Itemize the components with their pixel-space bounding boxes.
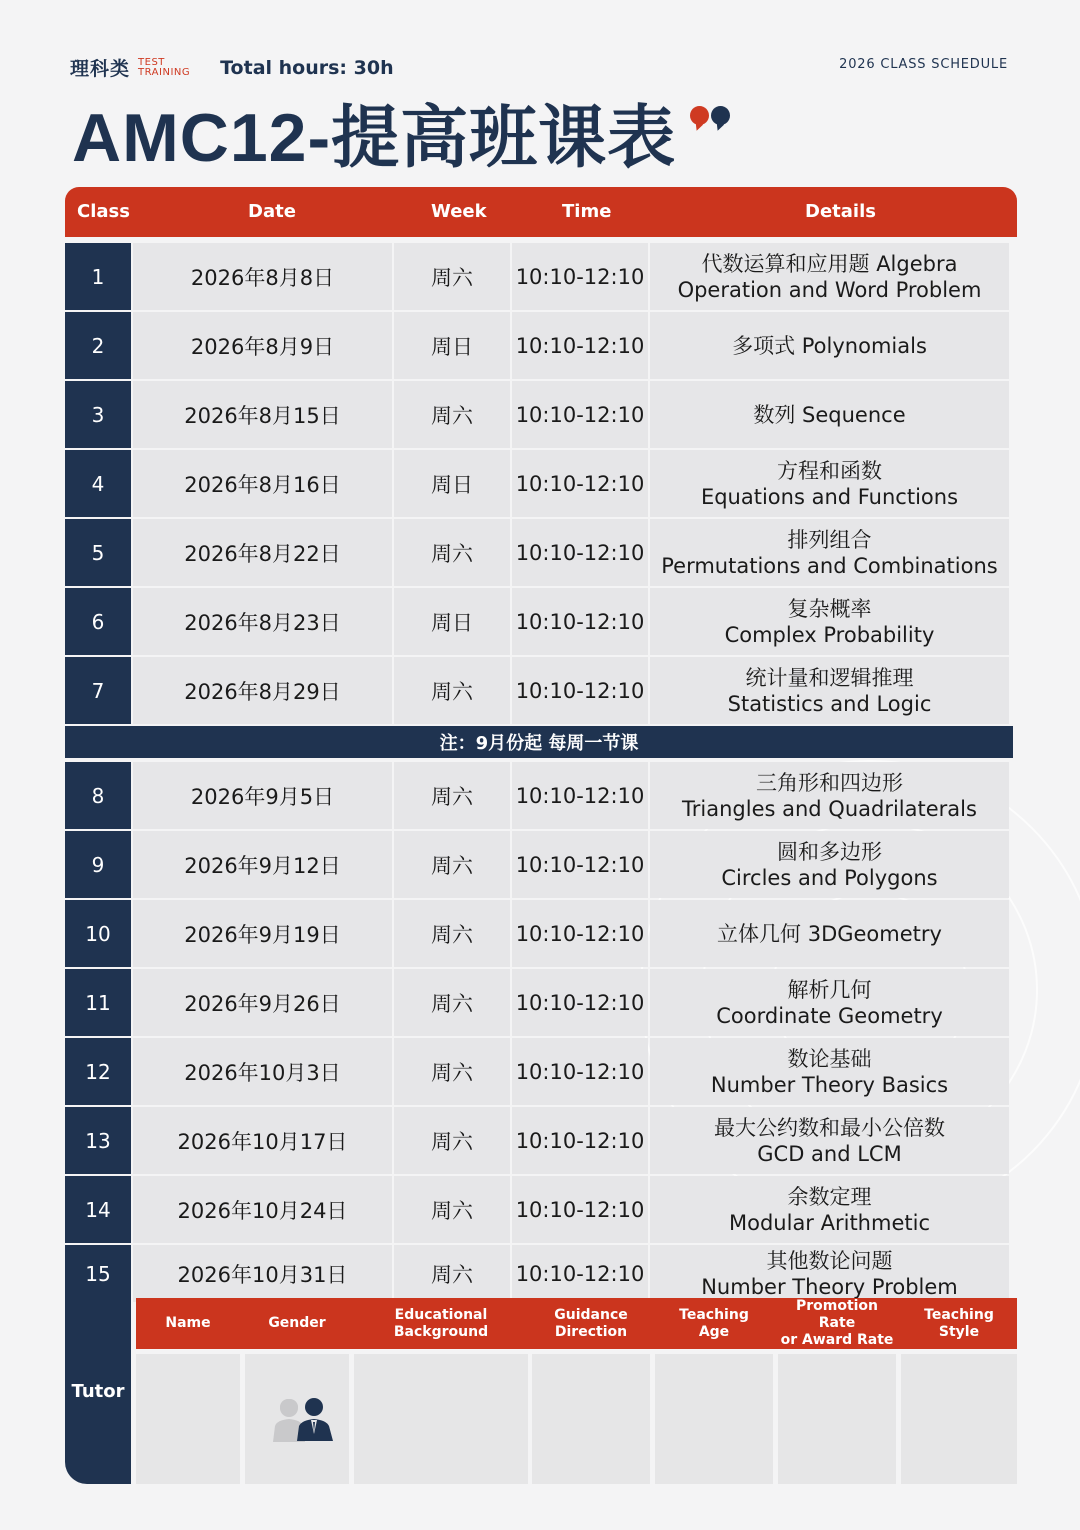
- tutor-input-cell[interactable]: [532, 1354, 650, 1484]
- class-date: 2026年9月12日: [133, 831, 392, 898]
- class-number: 14: [65, 1176, 131, 1243]
- class-weekday: 周六: [394, 831, 510, 898]
- table-row: [65, 829, 1017, 898]
- schedule-table: [65, 187, 1017, 1302]
- class-date: 2026年10月24日: [133, 1176, 392, 1243]
- class-weekday: 周六: [394, 657, 510, 724]
- class-time: 10:10-12:10: [512, 831, 648, 898]
- class-weekday: 周六: [394, 762, 510, 829]
- tutor-header-line1: Teaching: [679, 1306, 749, 1323]
- details-line1: 三角形和四边形: [756, 770, 903, 795]
- details-line1: 余数定理: [787, 1184, 872, 1209]
- class-time: 10:10-12:10: [512, 450, 648, 517]
- details-line1: 统计量和逻辑推理: [745, 665, 914, 690]
- tutor-column-header: [136, 1298, 240, 1349]
- tutor-input-cell[interactable]: [778, 1354, 896, 1484]
- brand-subtitle: [138, 58, 190, 78]
- table-row: [65, 1174, 1017, 1243]
- title-row: [72, 98, 732, 178]
- class-details: [650, 519, 1009, 586]
- tutor-input-cell[interactable]: [245, 1354, 349, 1484]
- header-class: Class: [77, 201, 130, 222]
- details-line2: Statistics and Logic: [727, 691, 932, 716]
- details-line1: 解析几何: [787, 977, 872, 1002]
- tutor-header-line2: Style: [938, 1323, 980, 1340]
- details-line2: Modular Arithmetic: [729, 1210, 930, 1235]
- class-weekday: 周日: [394, 312, 510, 379]
- class-details: [650, 450, 1009, 517]
- total-hours: Total hours: 30h: [220, 56, 394, 79]
- class-details: [650, 762, 1009, 829]
- details-line1: 排列组合: [787, 527, 872, 552]
- tutor-label: Tutor: [65, 1298, 131, 1484]
- details-line2: GCD and LCM: [757, 1141, 902, 1166]
- details-line1: 数论基础: [787, 1046, 872, 1071]
- class-date: 2026年9月5日: [133, 762, 392, 829]
- class-date: 2026年9月26日: [133, 969, 392, 1036]
- table-row: [65, 586, 1017, 655]
- brand-subtitle-line1: TEST: [138, 56, 165, 68]
- class-number: 3: [65, 381, 131, 448]
- class-time: 10:10-12:10: [512, 1245, 648, 1302]
- male-female-avatar-icon: [269, 1394, 339, 1444]
- class-date: 2026年8月23日: [133, 588, 392, 655]
- page-title: AMC12-提高班课表: [72, 100, 677, 176]
- class-weekday: 周六: [394, 969, 510, 1036]
- details-line2: Triangles and Quadrilaterals: [682, 796, 977, 821]
- table-row: [65, 967, 1017, 1036]
- header-date: Date: [248, 201, 296, 222]
- tutor-header-line1: Gender: [268, 1315, 326, 1331]
- class-date: 2026年10月31日: [133, 1245, 392, 1302]
- class-date: 2026年8月15日: [133, 381, 392, 448]
- tutor-section: [65, 1298, 1017, 1484]
- details-line1: 多项式 Polynomials: [732, 333, 927, 358]
- table-row: [65, 448, 1017, 517]
- class-details: [650, 969, 1009, 1036]
- details-line2: Operation and Word Problem: [677, 277, 982, 302]
- tutor-header-line2: Age: [698, 1323, 730, 1340]
- tutor-column-header: [655, 1298, 773, 1349]
- tutor-column-header: [354, 1298, 528, 1349]
- table-row: [65, 517, 1017, 586]
- details-line2: Equations and Functions: [700, 484, 959, 509]
- class-number: 12: [65, 1038, 131, 1105]
- class-weekday: 周六: [394, 1038, 510, 1105]
- table-row: [65, 1105, 1017, 1174]
- tutor-header-line1: Name: [165, 1315, 211, 1331]
- class-weekday: 周六: [394, 1107, 510, 1174]
- details-line2: Coordinate Geometry: [716, 1003, 943, 1028]
- class-time: 10:10-12:10: [512, 1107, 648, 1174]
- class-details: [650, 1038, 1009, 1105]
- brand-name: 理科类: [70, 58, 131, 80]
- class-number: 6: [65, 588, 131, 655]
- tutor-input-cell[interactable]: [901, 1354, 1017, 1484]
- details-line1: 最大公约数和最小公倍数: [714, 1115, 945, 1140]
- class-number: 4: [65, 450, 131, 517]
- class-weekday: 周日: [394, 450, 510, 517]
- class-number: 10: [65, 900, 131, 967]
- tutor-header-line2: or Award Rate: [780, 1332, 894, 1348]
- tutor-header-line1: Teaching: [924, 1306, 994, 1323]
- class-details: [650, 1176, 1009, 1243]
- tutor-column-header: [778, 1298, 896, 1349]
- class-weekday: 周六: [394, 900, 510, 967]
- class-weekday: 周日: [394, 588, 510, 655]
- class-time: 10:10-12:10: [512, 519, 648, 586]
- class-time: 10:10-12:10: [512, 588, 648, 655]
- header-week: Week: [431, 201, 487, 222]
- class-time: 10:10-12:10: [512, 762, 648, 829]
- table-row: [65, 1036, 1017, 1105]
- details-line2: Circles and Polygons: [721, 865, 938, 890]
- class-number: 15: [65, 1245, 131, 1302]
- details-line1: 其他数论问题: [766, 1248, 893, 1273]
- tutor-input-cell[interactable]: [354, 1354, 528, 1484]
- class-weekday: 周六: [394, 1176, 510, 1243]
- class-details: [650, 831, 1009, 898]
- tutor-header-line1: Promotion Rate: [795, 1298, 879, 1331]
- class-date: 2026年8月8日: [133, 243, 392, 310]
- details-line1: 数列 Sequence: [753, 402, 906, 427]
- table-row: [65, 898, 1017, 967]
- class-time: 10:10-12:10: [512, 969, 648, 1036]
- navy-bubble-icon: [711, 106, 730, 125]
- table-row: [65, 379, 1017, 448]
- class-time: 10:10-12:10: [512, 900, 648, 967]
- class-weekday: 周六: [394, 519, 510, 586]
- table-row: [65, 241, 1017, 310]
- class-time: 10:10-12:10: [512, 381, 648, 448]
- tutor-header-line1: Educational: [394, 1306, 488, 1323]
- schedule-note: 注：9月份起 每周一节课: [65, 726, 1013, 758]
- class-number: 11: [65, 969, 131, 1036]
- class-date: 2026年10月17日: [133, 1107, 392, 1174]
- tutor-column-header: [245, 1298, 349, 1349]
- details-line1: 圆和多边形: [777, 839, 882, 864]
- class-time: 10:10-12:10: [512, 1038, 648, 1105]
- class-details: [650, 312, 1009, 379]
- class-weekday: 周六: [394, 243, 510, 310]
- details-line2: Number Theory Problem: [701, 1274, 958, 1299]
- details-line2: Permutations and Combinations: [661, 553, 998, 578]
- tutor-header: [136, 1298, 1017, 1349]
- brand-subtitle-line2: TRAINING: [138, 66, 191, 78]
- class-number: 7: [65, 657, 131, 724]
- class-date: 2026年8月16日: [133, 450, 392, 517]
- table-row: [65, 1243, 1017, 1302]
- header-time: Time: [562, 201, 612, 222]
- tutor-column-header: [901, 1298, 1017, 1349]
- class-details: [650, 381, 1009, 448]
- details-line1: 方程和函数: [777, 458, 882, 483]
- tutor-input-cell[interactable]: [655, 1354, 773, 1484]
- tutor-header-line1: Guidance: [554, 1306, 628, 1323]
- class-time: 10:10-12:10: [512, 657, 648, 724]
- speech-bubbles-icon: [690, 106, 732, 125]
- class-date: 2026年8月29日: [133, 657, 392, 724]
- class-date: 2026年9月19日: [133, 900, 392, 967]
- class-number: 9: [65, 831, 131, 898]
- class-details: [650, 1245, 1009, 1302]
- class-number: 13: [65, 1107, 131, 1174]
- class-number: 1: [65, 243, 131, 310]
- class-date: 2026年10月3日: [133, 1038, 392, 1105]
- details-line2: Complex Probability: [724, 622, 935, 647]
- class-weekday: 周六: [394, 381, 510, 448]
- class-time: 10:10-12:10: [512, 312, 648, 379]
- class-date: 2026年8月22日: [133, 519, 392, 586]
- class-details: [650, 657, 1009, 724]
- table-body: [65, 241, 1017, 1302]
- tutor-header-line2: Direction: [554, 1323, 628, 1340]
- class-weekday: 周六: [394, 1245, 510, 1302]
- table-row: [65, 310, 1017, 379]
- details-line1: 立体几何 3DGeometry: [717, 921, 942, 946]
- schedule-tag: 2026 CLASS SCHEDULE: [839, 57, 1008, 72]
- details-line1: 复杂概率: [787, 596, 872, 621]
- table-row: [65, 760, 1017, 829]
- red-bubble-icon: [690, 106, 709, 125]
- class-details: [650, 243, 1009, 310]
- tutor-column-header: [532, 1298, 650, 1349]
- header-details: Details: [805, 201, 876, 222]
- tutor-header-line2: Background: [393, 1323, 489, 1340]
- class-date: 2026年8月9日: [133, 312, 392, 379]
- tutor-input-cell[interactable]: [136, 1354, 240, 1484]
- class-number: 2: [65, 312, 131, 379]
- table-header: [65, 187, 1017, 237]
- class-time: 10:10-12:10: [512, 243, 648, 310]
- table-row: [65, 655, 1017, 724]
- details-line1: 代数运算和应用题 Algebra: [701, 251, 958, 276]
- class-details: [650, 900, 1009, 967]
- class-time: 10:10-12:10: [512, 1176, 648, 1243]
- class-number: 8: [65, 762, 131, 829]
- class-details: [650, 588, 1009, 655]
- class-details: [650, 1107, 1009, 1174]
- class-number: 5: [65, 519, 131, 586]
- top-bar: [70, 54, 394, 81]
- details-line2: Number Theory Basics: [710, 1072, 949, 1097]
